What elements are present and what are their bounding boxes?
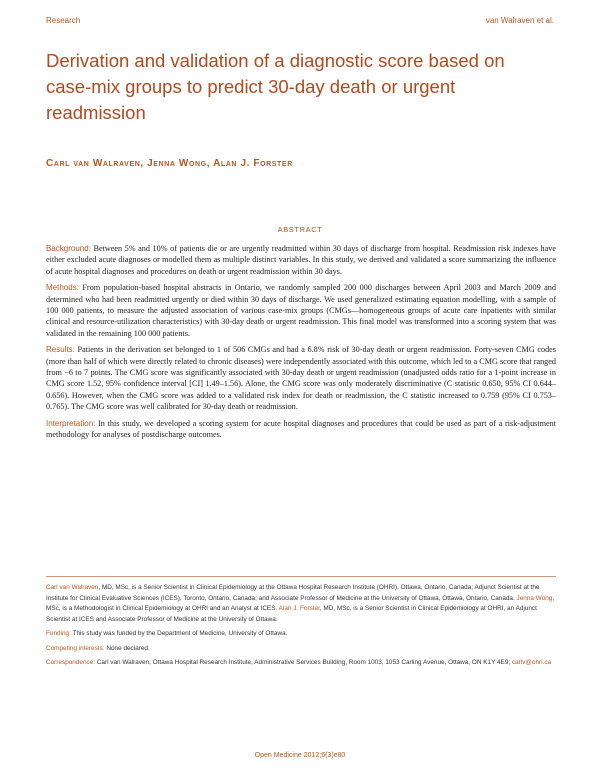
abstract-methods — [46, 282, 556, 339]
affiliation-text-2: , MSc, is a Methodologist in Clinical Epidemiology at OHRI and an Analyst at ICES. — [46, 594, 555, 612]
background-text: Between 5% and 10% of patients die or are urgently readmitted within 30 days of discharge from hospital. Readmission risk indexes have either excluded acute diagnoses or modelled them as multiple distinct variables. In this study, we derived and validated a score summarizing the influence of acute hospital diagnoses and procedures on death or urgent readmission within 30 days. — [46, 244, 556, 276]
author-name-3: Alan J. Forster — [278, 605, 320, 612]
correspondence-note — [46, 658, 556, 669]
journal-footer: Open Medicine 2012;6(3)e80 — [254, 752, 346, 759]
correspondence-label: Correspondence: — [46, 659, 96, 666]
author-list: Carl van Walraven, Jenna Wong, Alan J. Forster — [46, 158, 293, 169]
correspondence-text: Carl van Walraven, Ottawa Hospital Research Institute, Administrative Services Building, Room 1003, 1053 Carling Avenue, Ottawa, ON K1Y 4E9; — [95, 659, 512, 666]
interpretation-label: Interpretation: — [46, 418, 96, 428]
competing-interests-note — [46, 644, 556, 655]
article-title: Derivation and validation of a diagnostic score based on case-mix groups to predict 30-day death or urgent readmission — [46, 50, 505, 123]
interpretation-text: In this study, we developed a scoring system for acute hospital diagnoses and procedures that could be used as part of a risk-adjustment methodology for analyses of postdischarge outcomes. — [46, 418, 556, 440]
abstract-interpretation — [46, 418, 556, 441]
results-text: Patients in the derivation set belonged to 1 of 506 CMGs and had a 6.8% risk of 30-day death or urgent readmission. Forty-seven CMG codes (more than half of which were directly related to chronic diseases) were independently associated with this outcome, which led to a CMG score that ranged from −6 to 7 points. The CMG score was significantly associated with 30-day death or urgent readmission (unadjusted odds ratio for a 1-point increase in CMG score 1.52, 95% confidence interval [CI] 1.49–1.56). Alone, the CMG score was only moderately discriminative (C statistic 0.650, 95% CI 0.644–0.656). However, when the CMG score was added to a validated risk index for death or readmission, the C statistic increased to 0.759 (95% CI 0.753–0.765). The CMG score was well calibrated for 30-day death or readmission. — [46, 345, 556, 412]
correspondence-email-link[interactable]: carlv@ohri.ca — [511, 659, 552, 666]
methods-text: From population-based hospital abstracts in Ontario, we randomly sampled 200 000 discharges between April 2003 and March 2009 and determined who had been readmitted urgently or died within 30 days of discharge. We used generalized estimating equation modelling, with a sample of 100 000 patients, to measure the adjusted association of various case-mix groups (CMGs—homogeneous groups of acute care inpatients with similar clinical and resource-utilization characteristics) with 30-day death or urgent readmission. This final model was transformed into a scoring system that was validated in the remaining 100 000 patients. — [46, 283, 556, 338]
running-header — [46, 16, 554, 25]
funding-note — [46, 629, 556, 640]
abstract-body — [46, 243, 556, 446]
competing-label: Competing interests: — [46, 644, 105, 652]
funding-text: This study was funded by the Department of Medicine, University of Ottawa. — [70, 630, 288, 637]
running-author: van Walraven et al. — [485, 16, 554, 25]
competing-text: None declared. — [104, 644, 150, 652]
affiliation-text-3: , MD, MSc, is a Senior Scientist in Clinical Epidemiology at OHRI, an Adjunct Scientist at ICES and Associate Professor of Medicine at the University of Ottawa. — [46, 605, 537, 623]
abstract-heading: ABSTRACT — [277, 225, 323, 234]
background-label: Background: — [46, 244, 91, 253]
author-name-2: Jenna Wong — [516, 594, 553, 602]
affiliation-text-1: , MD, MSc, is a Senior Scientist in Clinical Epidemiology at the Ottawa Hospital Research Institute (OHRI), Ottawa, Ontario, Canada; Adjunct Scientist at the Institute for Clinical Evaluative Sciences (ICES), Toronto, Ontario, Canada; and Associate Professor of Medicine at the University of Ottawa, Ottawa, Ontario, Canada. — [46, 584, 540, 602]
section-label: Research — [46, 16, 81, 25]
methods-label: Methods: — [46, 283, 79, 293]
funding-label: Funding: — [46, 630, 71, 637]
article-notes — [46, 576, 556, 673]
abstract-results — [46, 344, 556, 412]
author-name-1: Carl van Walraven — [46, 584, 99, 591]
affiliations — [46, 583, 556, 625]
results-label: Results: — [46, 345, 75, 355]
abstract-background — [46, 243, 556, 277]
